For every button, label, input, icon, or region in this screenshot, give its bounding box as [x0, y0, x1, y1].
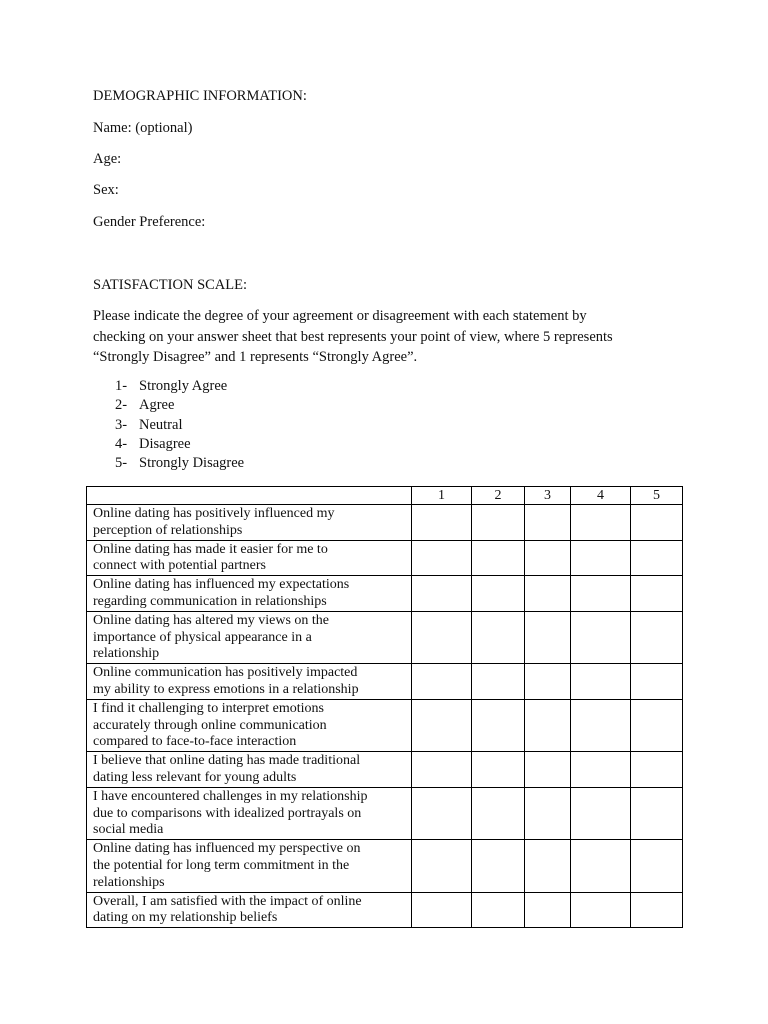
- statement-text: I believe that online dating has made traditional: [93, 753, 361, 769]
- scale-label: Agree: [139, 397, 175, 414]
- statement-cell: [87, 787, 412, 839]
- statement-text: Online dating has influenced my perspective on: [93, 841, 361, 857]
- instructions-line: checking on your answer sheet that best represents your point of view, where 5 represents: [93, 328, 613, 345]
- rating-cell-1[interactable]: [412, 664, 472, 700]
- column-header-4: 4: [571, 487, 631, 505]
- rating-cell-4[interactable]: [571, 576, 631, 612]
- rating-cell-3[interactable]: [525, 699, 571, 751]
- rating-cell-5[interactable]: [631, 840, 683, 892]
- rating-cell-2[interactable]: [472, 787, 525, 839]
- statement-text: dating less relevant for young adults: [93, 769, 297, 785]
- rating-cell-4[interactable]: [571, 892, 631, 928]
- scale-item: [115, 377, 244, 396]
- column-header-1: 1: [412, 487, 472, 505]
- rating-cell-3[interactable]: [525, 540, 571, 576]
- statement-text: social media: [93, 822, 164, 838]
- rating-cell-5[interactable]: [631, 611, 683, 663]
- statement-text: Online dating has influenced my expectations: [93, 577, 350, 593]
- statement-text: relationships: [93, 874, 165, 890]
- rating-cell-1[interactable]: [412, 892, 472, 928]
- rating-cell-4[interactable]: [571, 540, 631, 576]
- rating-cell-1[interactable]: [412, 576, 472, 612]
- rating-cell-5[interactable]: [631, 540, 683, 576]
- rating-cell-3[interactable]: [525, 505, 571, 541]
- rating-cell-2[interactable]: [472, 892, 525, 928]
- rating-cell-5[interactable]: [631, 787, 683, 839]
- statement-text: dating on my relationship beliefs: [93, 910, 278, 926]
- instructions-line: “Strongly Disagree” and 1 represents “Strongly Agree”.: [93, 349, 418, 365]
- statement-cell: [87, 840, 412, 892]
- instructions-paragraph: [93, 306, 653, 368]
- scale-item: [115, 454, 244, 473]
- scale-item: [115, 396, 244, 415]
- scale-item: [115, 435, 244, 454]
- scale-label: Neutral: [139, 416, 183, 433]
- rating-cell-2[interactable]: [472, 840, 525, 892]
- table-row: [87, 611, 683, 663]
- statement-text: due to comparisons with idealized portrayals on: [93, 805, 362, 821]
- scale-number: 1-: [115, 378, 128, 394]
- statement-text: Online communication has positively impacted: [93, 665, 358, 681]
- scale-label: Disagree: [139, 435, 191, 452]
- rating-cell-3[interactable]: [525, 664, 571, 700]
- rating-cell-1[interactable]: [412, 840, 472, 892]
- rating-cell-5[interactable]: [631, 505, 683, 541]
- rating-cell-4[interactable]: [571, 611, 631, 663]
- rating-cell-2[interactable]: [472, 664, 525, 700]
- statement-text: regarding communication in relationships: [93, 593, 327, 609]
- statement-cell: [87, 664, 412, 700]
- statement-cell: [87, 611, 412, 663]
- statement-text: Overall, I am satisfied with the impact of online: [93, 893, 362, 909]
- rating-cell-1[interactable]: [412, 752, 472, 788]
- table-row: [87, 699, 683, 751]
- rating-cell-2[interactable]: [472, 540, 525, 576]
- statement-text: relationship: [93, 646, 160, 662]
- scale-label: Strongly Disagree: [139, 455, 245, 472]
- statement-text: Online dating has made it easier for me to: [93, 541, 328, 557]
- statement-cell: [87, 699, 412, 751]
- statement-cell: [87, 576, 412, 612]
- rating-cell-5[interactable]: [631, 752, 683, 788]
- statement-text: Online dating has positively influenced my: [93, 506, 335, 521]
- table-row: [87, 540, 683, 576]
- table-header-row: [87, 487, 683, 505]
- rating-cell-3[interactable]: [525, 892, 571, 928]
- statement-text: my ability to express emotions in a relationship: [93, 681, 359, 697]
- statement-text: Online dating has altered my views on the: [93, 612, 329, 628]
- rating-cell-2[interactable]: [472, 752, 525, 788]
- statement-cell: [87, 892, 412, 928]
- rating-cell-1[interactable]: [412, 611, 472, 663]
- rating-cell-4[interactable]: [571, 787, 631, 839]
- demographic-heading: DEMOGRAPHIC INFORMATION:: [93, 88, 307, 104]
- instructions-line: Please indicate the degree of your agreement or disagreement with each statement by: [93, 308, 587, 324]
- rating-cell-2[interactable]: [472, 699, 525, 751]
- rating-cell-5[interactable]: [631, 664, 683, 700]
- rating-cell-4[interactable]: [571, 752, 631, 788]
- scale-label: Strongly Agree: [139, 378, 228, 394]
- table-row: [87, 505, 683, 541]
- statement-text: the potential for long term commitment in the: [93, 857, 350, 873]
- rating-cell-4[interactable]: [571, 505, 631, 541]
- name-label: Name: (optional): [93, 120, 193, 136]
- scale-item: [115, 416, 244, 435]
- survey-table: [86, 486, 683, 928]
- scale-number: 4-: [115, 435, 128, 452]
- rating-cell-2[interactable]: [472, 505, 525, 541]
- rating-cell-1[interactable]: [412, 699, 472, 751]
- rating-cell-3[interactable]: [525, 576, 571, 612]
- age-label: Age:: [93, 151, 122, 167]
- scale-number: 5-: [115, 455, 128, 472]
- column-header-2: 2: [472, 487, 525, 505]
- table-row: [87, 892, 683, 928]
- rating-cell-3[interactable]: [525, 840, 571, 892]
- rating-cell-2[interactable]: [472, 611, 525, 663]
- scale-number: 3-: [115, 416, 128, 433]
- statement-text: I have encountered challenges in my relationship: [93, 788, 368, 804]
- table-row: [87, 752, 683, 788]
- rating-cell-4[interactable]: [571, 699, 631, 751]
- rating-cell-4[interactable]: [571, 664, 631, 700]
- gender-preference-label: Gender Preference:: [93, 214, 206, 230]
- scale-legend: [115, 377, 244, 473]
- scale-number: 2-: [115, 397, 128, 414]
- rating-cell-1[interactable]: [412, 540, 472, 576]
- statement-text: perception of relationships: [93, 522, 243, 538]
- rating-cell-3[interactable]: [525, 611, 571, 663]
- rating-cell-5[interactable]: [631, 699, 683, 751]
- statement-text: connect with potential partners: [93, 558, 266, 574]
- table-row: [87, 840, 683, 892]
- rating-cell-1[interactable]: [412, 505, 472, 541]
- statement-text: accurately through online communication: [93, 717, 327, 733]
- statement-cell: [87, 540, 412, 576]
- satisfaction-heading: SATISFACTION SCALE:: [93, 277, 248, 293]
- rating-cell-3[interactable]: [525, 787, 571, 839]
- rating-cell-1[interactable]: [412, 787, 472, 839]
- table-row: [87, 576, 683, 612]
- table-row: [87, 787, 683, 839]
- statement-cell: [87, 505, 412, 541]
- column-header-5: 5: [631, 487, 683, 505]
- table-row: [87, 664, 683, 700]
- rating-cell-3[interactable]: [525, 752, 571, 788]
- statement-text: importance of physical appearance in a: [93, 629, 312, 645]
- sex-label: Sex:: [93, 182, 119, 198]
- rating-cell-2[interactable]: [472, 576, 525, 612]
- statement-text: I find it challenging to interpret emotions: [93, 700, 324, 716]
- rating-cell-4[interactable]: [571, 840, 631, 892]
- column-header-3: 3: [525, 487, 571, 505]
- rating-cell-5[interactable]: [631, 892, 683, 928]
- statement-text: compared to face-to-face interaction: [93, 734, 297, 750]
- statement-column-header: [87, 487, 412, 505]
- statement-cell: [87, 752, 412, 788]
- rating-cell-5[interactable]: [631, 576, 683, 612]
